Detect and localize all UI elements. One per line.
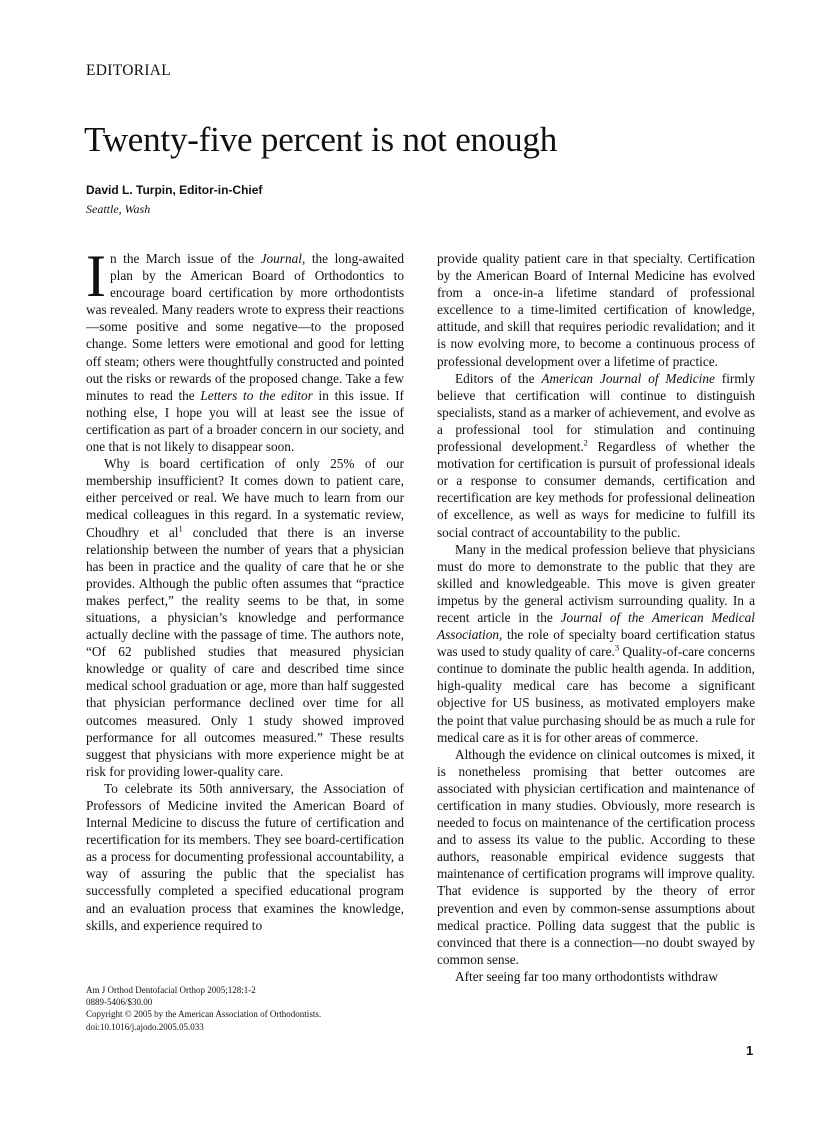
text-segment: concluded that there is an inverse relationship between the number of years that a physician has been in practice and the quality of care that he or she provides. Although the public often assumes that “practice makes perfect,” the reality seems to be that, in some situations, a physician’s knowledge and performance actually decline with the passage of time. The authors note, “Of 62 published studies that measured physician knowledge or quality of care and described time since medical school graduation or age, more than half suggested that physician performance declined over time for all outcomes measured. Only 1 study showed improved performance for all outcomes measured.” These results suggest that physicians with more experience might be at risk for providing lower-quality care. bbox=[86, 524, 404, 779]
text-segment: Editors of the bbox=[455, 370, 542, 386]
issn-price: 0889-5406/$30.00 bbox=[86, 997, 153, 1008]
page-number: 1 bbox=[746, 1043, 754, 1058]
copyright-notice: Copyright © 2005 by the American Association of Orthodontists. bbox=[86, 1009, 322, 1020]
text-segment: Many in the medical profession believe that physicians must do more to demonstrate to the public that they are skilled and knowledgeable. This move is given greater impetus by the general activism surrounding quality. In a recent article in the bbox=[437, 541, 755, 625]
journal-name: Journal, bbox=[260, 251, 306, 266]
paragraph-6 bbox=[437, 541, 755, 746]
paragraph-1 bbox=[86, 243, 404, 455]
doi-link[interactable]: doi:10.1016/j.ajodo.2005.05.033 bbox=[86, 1021, 204, 1032]
text-segment: the role of specialty board certification status was used to study quality of care. bbox=[437, 627, 755, 660]
reference-marker[interactable]: 3 bbox=[614, 642, 620, 653]
author-affiliation: Seattle, Wash bbox=[86, 202, 151, 216]
journal-name: Journal of the American Medical Association, bbox=[437, 609, 755, 643]
text-segment: Quality-of-care concerns continue to dominate the public health agenda. In addition, high-quality medical care has become a significant objective for US business, as motivated employers make the point that value purchasing should be as much a rule for medical care as it is for other areas of commerce. bbox=[437, 644, 755, 745]
paragraph-7: Although the evidence on clinical outcomes is mixed, it is nonetheless promising that better outcomes are associated with physician certification and maintenance of certification in many studies. Obviously, more research is needed to focus on maintenance of the certification process and to assess its value to the public. According to these authors, reasonable empirical evidence suggests that maintenance of certification programs will improve quality. That evidence is supported by the theory of error prevention and even by common-sense assumptions about medical practice. Polling data suggest that the public is convinced that there is a connection—no doubt swayed by common sense. bbox=[437, 746, 755, 967]
left-column bbox=[86, 243, 404, 934]
publication-footnote bbox=[86, 984, 321, 1033]
reference-marker[interactable]: 1 bbox=[178, 523, 183, 534]
letters-section-name: Letters to the editor bbox=[200, 387, 313, 403]
paragraph-8: After seeing far too many orthodontists withdraw bbox=[455, 968, 718, 984]
text-segment: the long-awaited plan by the American Board of Orthodontics to encourage board certification by more orthodontists was revealed. Many readers wrote to express their reactions—some positive and some negative—to the proposed change. Some letters were emotional and good for letting off steam; others were thoughtfully constructed and pointed out the risks or rewards of the proposed change. Take a few minutes to read the bbox=[86, 251, 404, 403]
text-segment: firmly believe that certification will continue to distinguish specialists, stand as a marker of achievement, and evolve as a professional tool for stimulation and continuing professional development. bbox=[437, 370, 756, 455]
journal-citation: Am J Orthod Dentofacial Orthop 2005;128:1-2 bbox=[86, 985, 256, 995]
reference-marker[interactable]: 2 bbox=[583, 437, 588, 448]
text-segment: in this issue. If nothing else, I hope you will at least see the issue of certification as part of a broader concern in our society, and one that is not likely to disappear soon. bbox=[86, 387, 404, 455]
text-segment: Regardless of whether the motivation for certification is pursuit of professional ideals or a response to consumer demands, certification and recertification are key methods for professional delineation of excellence, as well as ways for medicine to fulfill its social contract of accountability to the public. bbox=[437, 439, 755, 540]
text-segment: n the March issue of the bbox=[109, 251, 261, 266]
drop-cap: I bbox=[86, 243, 106, 309]
paragraph-5 bbox=[437, 370, 755, 541]
paragraph-3: To celebrate its 50th anniversary, the Association of Professors of Medicine invited the American Board of Internal Medicine to discuss the future of certification and recertification for its members. They see board-certification as a process for documenting professional accountability, a way of assuring the public that the specialist has successfully completed a specified educational program and an evaluation process that examines the knowledge, skills, and experience required to bbox=[86, 780, 404, 933]
right-column bbox=[437, 250, 755, 985]
text-segment: Why is board certification of only 25% of our membership insufficient? It comes down to patient care, either perceived or real. We have much to learn from our medical colleagues in this regard. In a systematic review, Choudhry et al bbox=[86, 456, 404, 540]
paragraph-2 bbox=[86, 455, 404, 780]
section-label: EDITORIAL bbox=[86, 62, 172, 79]
paragraph-4: provide quality patient care in that specialty. Certification by the American Board of Internal Medicine has evolved from a once-in-a lifetime standard of professional excellence to a time-limited certification of knowledge, attitude, and skill that requires periodic revalidation; and it is now evolving more, to become a continuous process of professional development over a lifetime of practice. bbox=[437, 251, 755, 369]
author-line: David L. Turpin, Editor-in-Chief bbox=[86, 183, 263, 197]
article-title: Twenty-five percent is not enough bbox=[84, 120, 558, 159]
journal-name: American Journal of Medicine bbox=[541, 370, 715, 386]
